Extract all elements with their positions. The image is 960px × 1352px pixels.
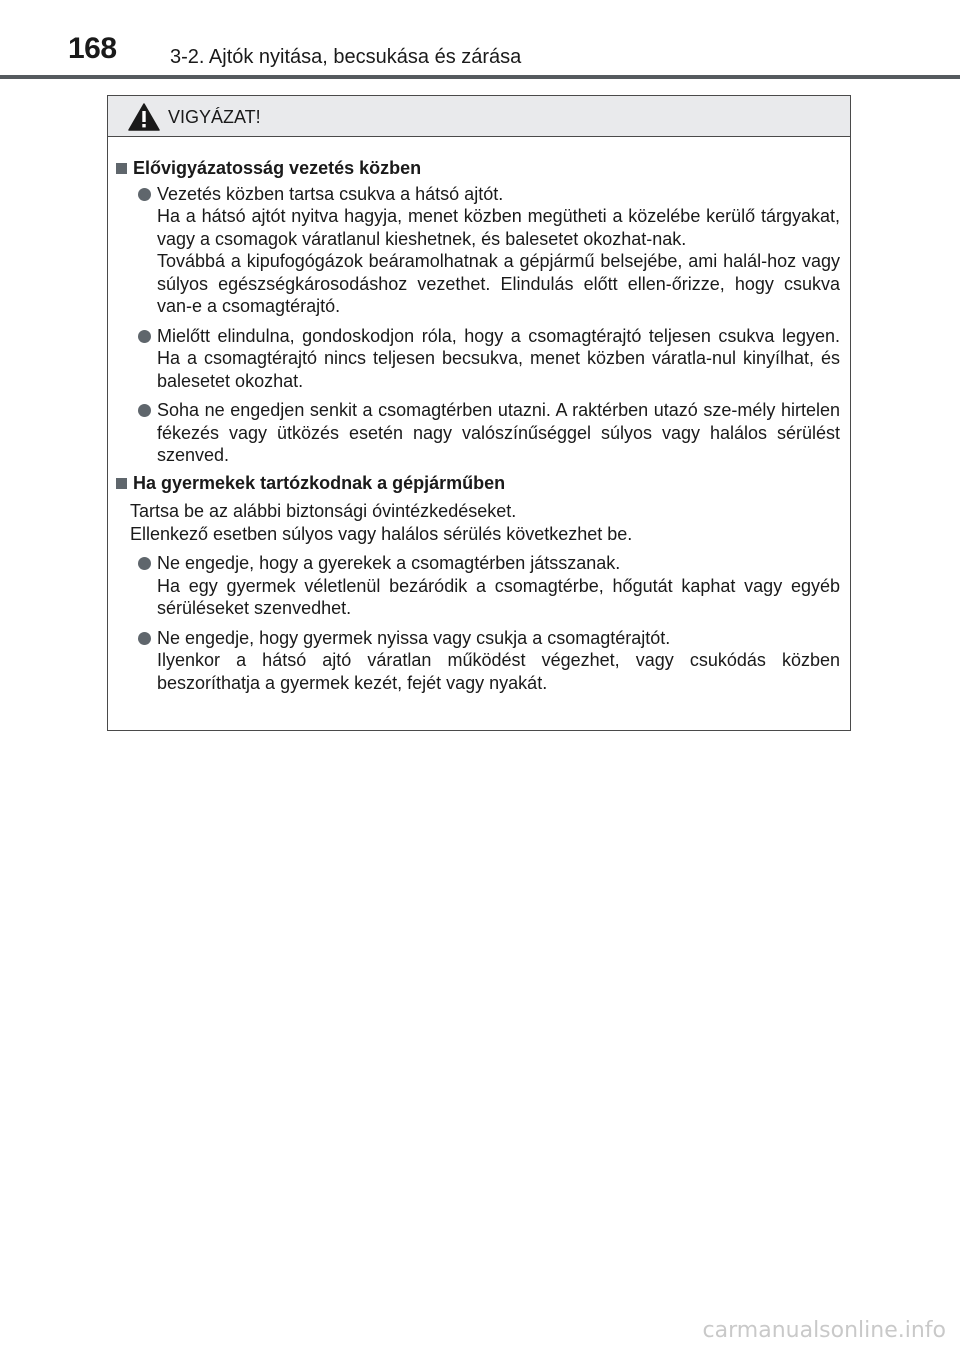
- bullet-text: Továbbá a kipufogógázok beáramolhatnak a gépjármű belsejébe, ami halál-hoz vagy súlyos egészségkárosodáshoz vezethet. Elindulás előtt ellen-őrizze, hogy csukva van-e a csomagtérajtó.: [157, 251, 840, 316]
- bullet-text: Ha a hátsó ajtót nyitva hagyja, menet közben megütheti a közelébe kerülő tárgyakat, vagy a csomagok váratlanul kieshetnek, és balesetet okozhat-nak.: [157, 206, 840, 249]
- header-rule: [0, 75, 960, 79]
- section-heading: Elővigyázatosság vezetés közben: [116, 157, 840, 180]
- warning-box: [107, 95, 851, 731]
- page-number: 168: [68, 32, 117, 65]
- warning-header: [108, 96, 850, 137]
- page-header: [0, 0, 960, 80]
- warning-content: [108, 137, 850, 694]
- bullet-text: Mielőtt elindulna, gondoskodjon róla, hogy a csomagtérajtó teljesen csukva legyen. Ha a csomagtérajtó nincs teljesen becsukva, menet közben váratla-nul kinyílhat, és balesetet okozhat.: [157, 325, 840, 391]
- bullet-text: Ilyenkor a hátsó ajtó váratlan működést végezhet, vagy csukódás közben beszoríthatja a gyermek kezét, fejét vagy nyakát.: [157, 650, 840, 693]
- bullet-text: Ne engedje, hogy gyermek nyissa vagy csukja a csomagtérajtót.: [157, 627, 671, 648]
- list-item: [116, 552, 840, 620]
- circle-bullet-icon: [138, 557, 151, 570]
- section-title: 3-2. Ajtók nyitása, becsukása és zárása: [170, 46, 522, 68]
- square-bullet-icon: [116, 163, 127, 174]
- bullet-text: Soha ne engedjen senkit a csomagtérben utazni. A raktérben utazó sze-mély hirtelen fékezés vagy ütközés esetén nagy valószínűséggel súlyos vagy halálos sérülést szenved.: [157, 400, 840, 465]
- circle-bullet-icon: [138, 404, 151, 417]
- warning-triangle-icon: [128, 103, 160, 131]
- square-bullet-icon: [116, 478, 127, 489]
- section-intro: Tartsa be az alábbi biztonsági óvintézkedéseket. Ellenkező esetben súlyos vagy halálos sérülés következhet be.: [130, 501, 633, 544]
- watermark: carmanualsonline.info: [702, 1318, 946, 1343]
- bullet-text: Ha egy gyermek véletlenül bezáródik a csomagtérbe, hőgutát kaphat vagy egyéb sérüléseket szenvedhet.: [157, 575, 840, 618]
- circle-bullet-icon: [138, 330, 151, 343]
- circle-bullet-icon: [138, 188, 151, 201]
- list-item: [116, 325, 840, 393]
- warning-title: VIGYÁZAT!: [168, 107, 261, 127]
- list-item: [116, 627, 840, 695]
- circle-bullet-icon: [138, 632, 151, 645]
- bullet-text: Vezetés közben tartsa csukva a hátsó ajtót.: [157, 183, 504, 204]
- list-item: [116, 399, 840, 467]
- list-item: [116, 183, 840, 318]
- bullet-text: Ne engedje, hogy a gyerekek a csomagtérben játsszanak.: [157, 553, 621, 573]
- section-heading: Ha gyermekek tartózkodnak a gépjárműben: [116, 472, 840, 495]
